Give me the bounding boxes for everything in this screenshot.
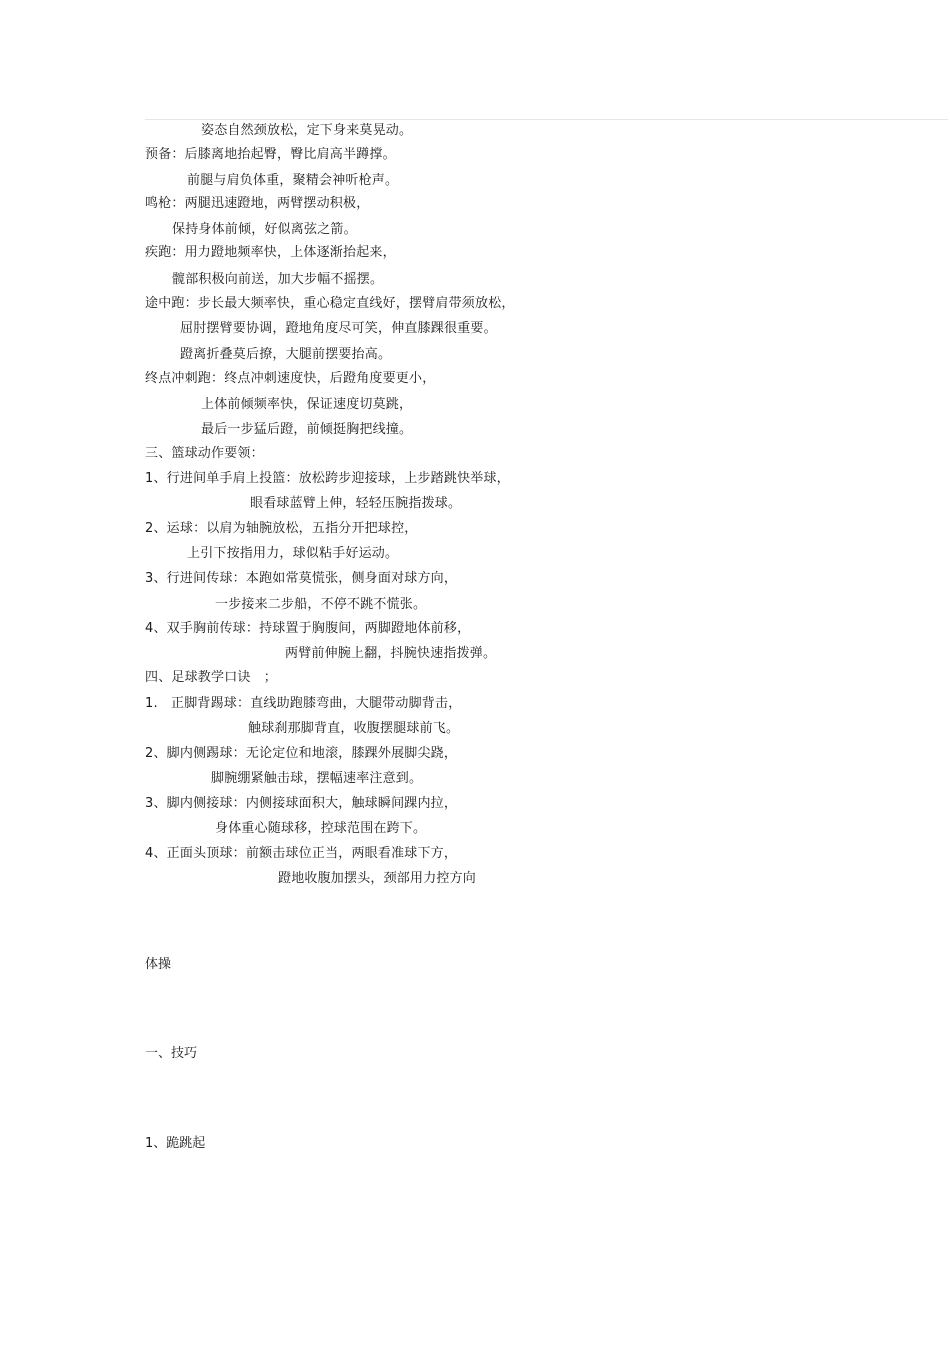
- section-heading-gymnastics: 体操: [145, 957, 172, 972]
- text-line: 预备：后膝离地抬起臀，臀比肩高半蹲撑。: [145, 147, 396, 162]
- text-line: 脚腕绷紧触击球，摆幅速率注意到。: [211, 771, 423, 786]
- text-line: 姿态自然颈放松，定下身来莫晃动。: [201, 123, 413, 138]
- text-line: 髋部积极向前送，加大步幅不摇摆。: [172, 272, 384, 287]
- text-line: 3、脚内侧接球：内侧接球面积大，触球瞬间踝内拉，: [145, 796, 458, 811]
- text-line: 2、运球：以肩为轴腕放松，五指分开把球控，: [145, 521, 418, 536]
- text-line: 蹬离折叠莫后撩，大腿前摆要抬高。: [180, 347, 392, 362]
- text-line: 三、篮球动作要领：: [145, 446, 264, 461]
- text-line: 屈肘摆臂要协调，蹬地角度尽可笑，伸直膝踝很重要。: [180, 321, 497, 336]
- text-line: 最后一步猛后蹬，前倾挺胸把线撞。: [201, 422, 413, 437]
- text-line: 2、脚内侧踢球：无论定位和地滚，膝踝外展脚尖跷，: [145, 746, 458, 761]
- text-line: 鸣枪：两腿迅速蹬地，两臂摆动积极，: [145, 196, 370, 211]
- top-divider: [145, 119, 948, 120]
- text-line: 四、足球教学口诀 ；: [145, 670, 278, 685]
- text-line: 一步接来二步船，不停不跳不慌张。: [215, 597, 427, 612]
- text-line: 身体重心随球移，控球范围在跨下。: [215, 821, 427, 836]
- text-line: 途中跑：步长最大频率快，重心稳定直线好，摆臂肩带须放松，: [145, 296, 515, 311]
- text-line: 4、正面头顶球：前额击球位正当，两眼看准球下方，: [145, 846, 458, 861]
- text-line: 上引下按指用力，球似粘手好运动。: [187, 546, 399, 561]
- text-line: 保持身体前倾，好似离弦之箭。: [172, 222, 357, 237]
- text-line: 4、双手胸前传球：持球置于胸腹间，两脚蹬地体前移，: [145, 621, 471, 636]
- item-heading-kneel-jump: 1、跪跳起: [145, 1136, 206, 1151]
- subsection-heading-skills: 一、技巧: [145, 1046, 198, 1061]
- text-line: 蹬地收腹加摆头，颈部用力控方向: [278, 871, 477, 886]
- text-line: 触球刹那脚背直，收腹摆腿球前飞。: [248, 721, 460, 736]
- text-line: 前腿与肩负体重，聚精会神听枪声。: [187, 173, 399, 188]
- text-line: 上体前倾频率快，保证速度切莫跳，: [201, 397, 413, 412]
- text-line: 1、行进间单手肩上投篮：放松跨步迎接球，上步踏跳快举球，: [145, 471, 510, 486]
- text-line: 1. 正脚背踢球：直线助跑膝弯曲，大腿带动脚背击，: [145, 696, 462, 711]
- text-line: 3、行进间传球：本跑如常莫慌张，侧身面对球方向，: [145, 571, 458, 586]
- text-line: 眼看球蓝臂上伸，轻轻压腕指拨球。: [250, 496, 462, 511]
- text-line: 终点冲刺跑：终点冲刺速度快，后蹬角度要更小，: [145, 371, 436, 386]
- text-line: 疾跑：用力蹬地频率快，上体逐渐抬起来，: [145, 245, 396, 260]
- text-line: 两臂前伸腕上翻，抖腕快速指拨弹。: [285, 646, 497, 661]
